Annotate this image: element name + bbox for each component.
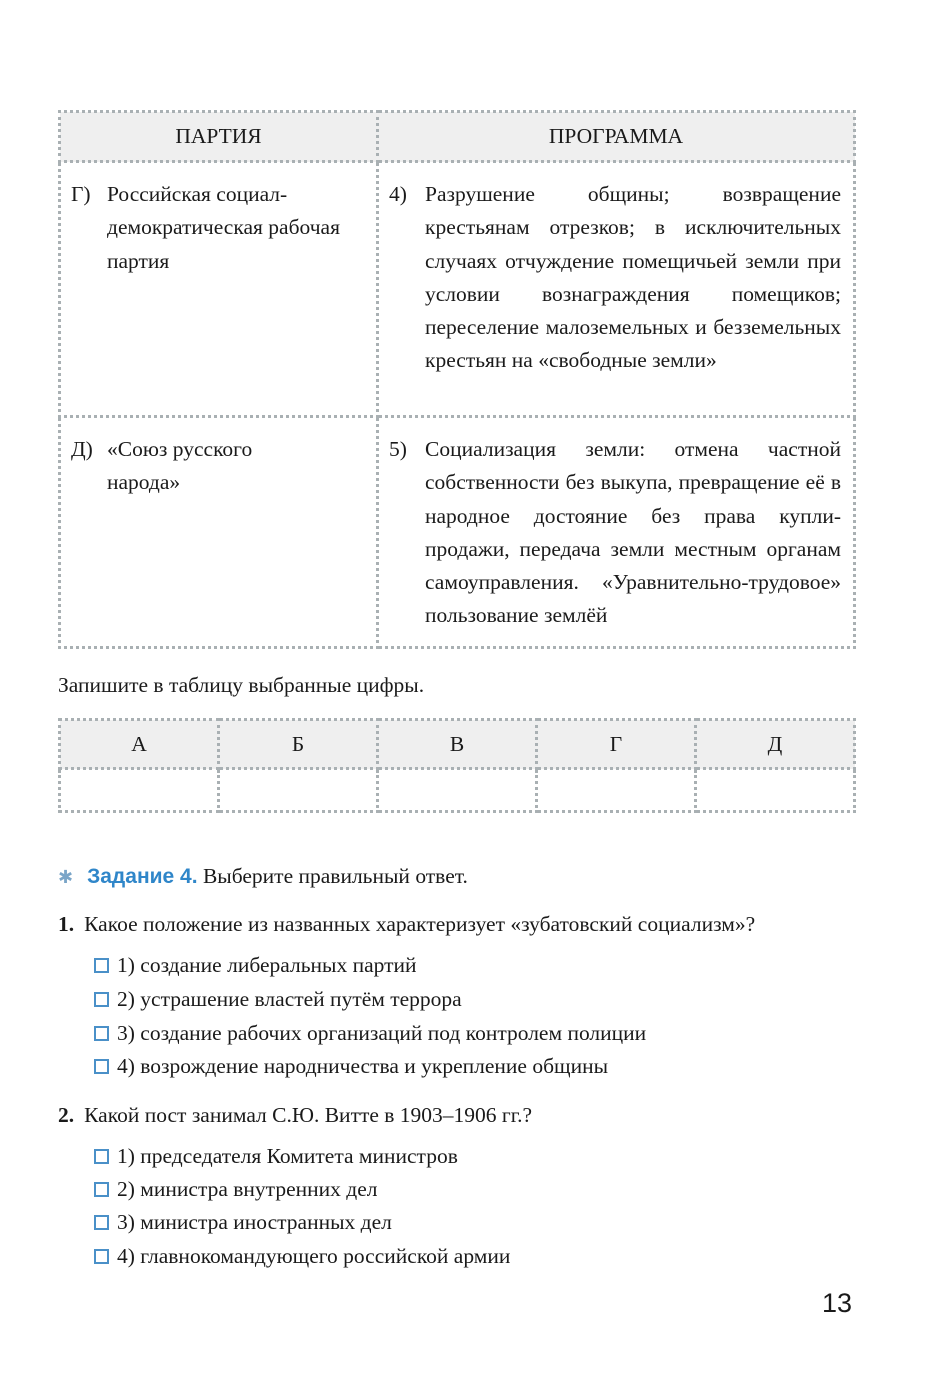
answer-cell-g[interactable] — [537, 769, 696, 812]
question-number: 1. — [58, 912, 75, 936]
asterisk-icon: ✱ — [58, 867, 74, 887]
answer-cell-b[interactable] — [219, 769, 378, 812]
header-program: ПРОГРАММА — [378, 112, 855, 162]
program-text: Социализация земли: отмена частной собственности без выкупа, превращение её в народное достояние без права купли-продажи, передача земли местным органам самоуправления. «Уравнительно-трудовое» пользование землёй — [425, 437, 841, 628]
option[interactable] — [94, 1177, 378, 1202]
party-program-table — [58, 110, 856, 649]
question-2 — [58, 1103, 532, 1128]
option[interactable] — [94, 1054, 608, 1079]
program-num: 4) — [389, 182, 407, 206]
question-text: Какой пост занимал С.Ю. Витте в 1903–1906 гг.? — [84, 1103, 533, 1127]
option-label: 4) главнокомандующего российской армии — [117, 1244, 511, 1268]
option[interactable] — [94, 1021, 646, 1046]
checkbox[interactable] — [94, 1215, 109, 1230]
party-name: «Союз русского народа» — [107, 437, 253, 495]
answer-header-g: Г — [537, 720, 696, 769]
question-number: 2. — [58, 1103, 75, 1127]
option-label: 2) министра внутренних дел — [117, 1177, 378, 1201]
checkbox[interactable] — [94, 1059, 109, 1074]
checkbox[interactable] — [94, 992, 109, 1007]
option-label: 1) председателя Комитета министров — [117, 1144, 458, 1168]
answer-cell-d[interactable] — [696, 769, 855, 812]
program-text: Разрушение общины; возвращение крестьянам отрезков; в исключительных случаях отчуждение помещичьей земли при условии вознаграждения помещиков; переселение малоземельных и безземельных крестьян на «свободные земли» — [425, 182, 841, 373]
task-heading — [58, 864, 468, 889]
option[interactable] — [94, 1210, 392, 1235]
instruction: Запишите в таблицу выбранные цифры. — [58, 673, 425, 697]
task-title: Задание 4. — [87, 865, 198, 888]
answer-cell-v[interactable] — [378, 769, 537, 812]
checkbox[interactable] — [94, 1249, 109, 1264]
answer-header-b: Б — [219, 720, 378, 769]
header-party: ПАРТИЯ — [60, 112, 378, 162]
checkbox[interactable] — [94, 1026, 109, 1041]
answer-cell-a[interactable] — [60, 769, 219, 812]
question-1 — [58, 912, 755, 937]
option[interactable] — [94, 1144, 458, 1169]
answer-table — [58, 718, 856, 813]
option-label: 4) возрождение народничества и укрепление общины — [117, 1054, 609, 1078]
answer-header-v: В — [378, 720, 537, 769]
option-label: 1) создание либеральных партий — [117, 953, 417, 977]
party-label: Д) — [71, 437, 93, 461]
question-text: Какое положение из названных характеризует «зубатовский социализм»? — [84, 912, 756, 936]
option-label: 3) создание рабочих организаций под контролем полиции — [117, 1021, 647, 1045]
option[interactable] — [94, 987, 462, 1012]
program-num: 5) — [389, 437, 407, 461]
party-name: Российская социал-демократическая рабочая партия — [107, 182, 340, 273]
table-row — [60, 417, 855, 648]
checkbox[interactable] — [94, 1149, 109, 1164]
option[interactable] — [94, 953, 417, 978]
task-text: Выберите правильный ответ. — [202, 864, 468, 888]
checkbox[interactable] — [94, 958, 109, 973]
answer-header-d: Д — [696, 720, 855, 769]
option[interactable] — [94, 1244, 510, 1269]
answer-header-a: А — [60, 720, 219, 769]
option-label: 3) министра иностранных дел — [117, 1210, 392, 1234]
checkbox[interactable] — [94, 1182, 109, 1197]
page-number: 13 — [822, 1288, 853, 1318]
table-row — [60, 162, 855, 417]
option-label: 2) устрашение властей путём террора — [117, 987, 462, 1011]
party-label: Г) — [71, 182, 91, 206]
